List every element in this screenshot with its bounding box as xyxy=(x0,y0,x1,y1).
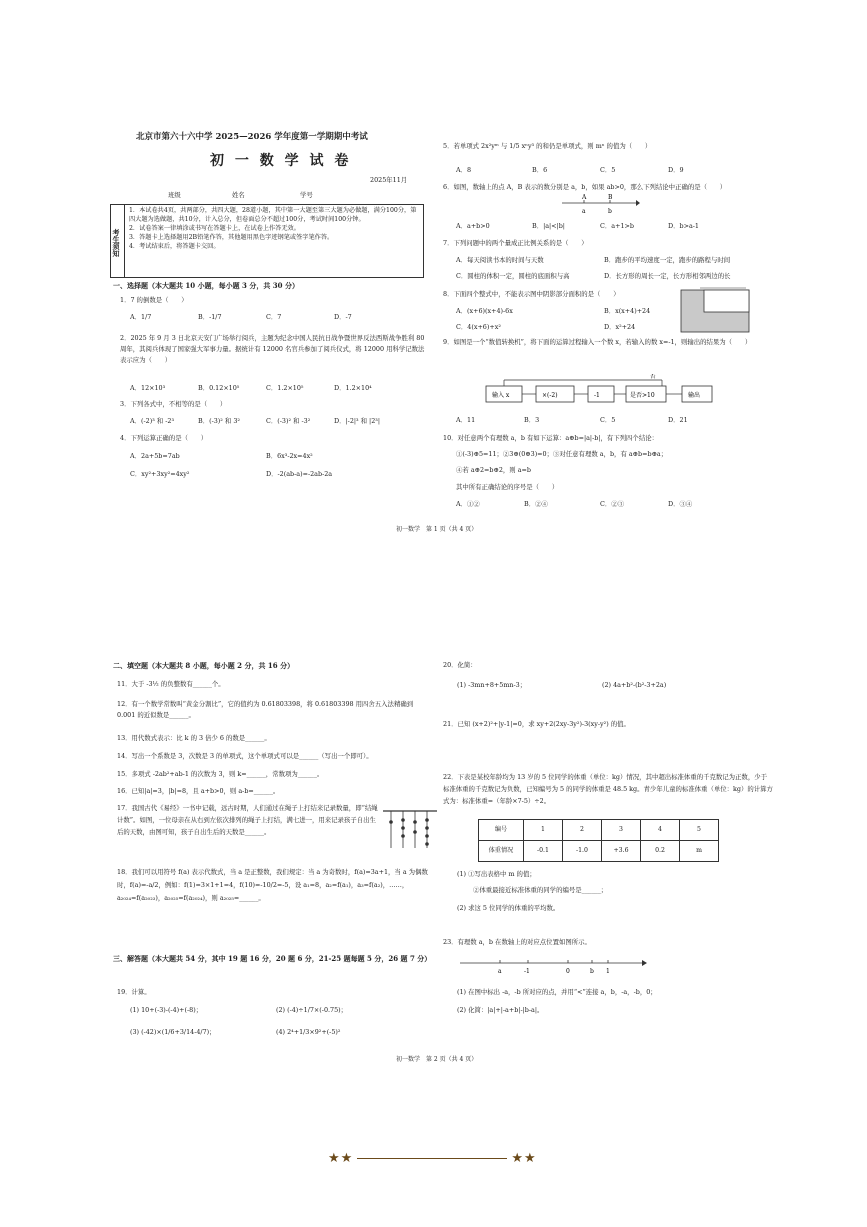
q10-tail: 其中所有正确结论的序号是（ ） xyxy=(456,483,559,491)
question-9: 9．如图是一个“数值转换机”，将下面的运算过程输入一个数 x，若输入的数 x=-1，则输出的结果为（ ） xyxy=(443,338,752,346)
q5-option-d: D．9 xyxy=(668,166,684,174)
q2-option-b: B．0.12×10⁵ xyxy=(198,384,240,392)
q6-option-b: B．|a|<|b| xyxy=(532,222,565,230)
q9-option-c: C．5 xyxy=(600,416,616,424)
question-6: 6．如图，数轴上的点 A，B 表示的数分别是 a，b，如果 ab>0，那么下列结论中正确的是（ ） xyxy=(443,183,727,191)
info-name: 姓名 xyxy=(232,191,245,199)
q7-option-c: C．圆柱的体积一定，圆柱的底面积与高 xyxy=(456,272,570,280)
q8-option-c: C．4(x+6)+x² xyxy=(456,323,501,331)
q9-option-a: A．11 xyxy=(456,416,476,424)
q3-option-a: A．(-2)³ 和 -2³ xyxy=(130,417,175,425)
question-23: 23．有理数 a，b 在数轴上的对应点位置如图所示。 xyxy=(443,938,591,946)
exam-title: 初 一 数 学 试 卷 xyxy=(210,153,352,169)
q2-option-c: C．1.2×10⁵ xyxy=(266,384,304,392)
q10-option-d: D．③④ xyxy=(668,500,693,508)
notice-body xyxy=(129,207,419,252)
q1-option-d: D．-7 xyxy=(334,313,352,321)
question-7: 7．下列问题中的两个量成正比例关系的是（ ） xyxy=(443,239,588,247)
star-icon: ★★ xyxy=(511,1151,537,1166)
q10-statement: ④若 a⊕2=b⊕2，则 a=b xyxy=(456,466,531,474)
q6-b-label: b xyxy=(608,208,612,215)
section1-title: 一、选择题（本大题共 10 小题，每小题 3 分，共 30 分） xyxy=(113,281,299,290)
q2-option-d: D．1.2×10⁴ xyxy=(334,384,372,392)
table-header-cell: 5 xyxy=(680,820,719,841)
section2-title: 二、填空题（本大题共 8 小题，每小题 2 分，共 16 分） xyxy=(113,661,295,670)
info-class: 班级 xyxy=(168,191,181,199)
notice-item: 1．本试卷共4页，共两部分，共四大题，28道小题，其中第一大题至第三大题为必做题，满分100分，第四大题为选做题，共10分，计入总分，但卷面总分不超过100分，考试时间100分钟。 xyxy=(129,207,417,223)
q3-option-b: B．(-3)² 和 3² xyxy=(198,417,240,425)
fill-item-15: 15．多项式 -2ab²+ab-1 的次数为 3，则 k=______，常数项为______。 xyxy=(117,770,324,778)
q6-option-c: C．a+1>b xyxy=(600,222,634,230)
table-row xyxy=(479,820,719,841)
axis-label-neg1: -1 xyxy=(524,968,530,975)
knot-rope-figure xyxy=(383,808,439,852)
q10-option-b: B．②④ xyxy=(524,500,548,508)
q8-option-a: A．(x+6)(x+4)-6x xyxy=(456,307,513,315)
q6-point-a-label: A xyxy=(582,194,587,201)
question-19: 19．计算。 xyxy=(117,988,151,996)
fill-item-16: 16．已知|a|=3，|b|=8，且 a+b>0，则 a-b=______。 xyxy=(117,787,280,795)
table-cell: m xyxy=(680,841,719,862)
q3-option-c: C．(-3)² 和 -3² xyxy=(266,417,311,425)
q5-option-c: C．5 xyxy=(600,166,616,174)
table-cell: 体重情况 xyxy=(479,841,524,862)
q4-option-a: A．2a+5b=7ab xyxy=(130,452,180,460)
table-cell: -1.0 xyxy=(563,841,602,862)
question-1: 1．7 的倒数是（ ） xyxy=(120,296,188,304)
q9-option-d: D．21 xyxy=(668,416,688,424)
axis-label-1: 1 xyxy=(606,968,610,975)
q4-option-c: C．xy²+3xy²=4xy² xyxy=(130,470,190,478)
section3-title: 三、解答题（本大题共 54 分，其中 19 题 16 分，20 题 6 分，21-25 题每题 5 分，26 题 7 分） xyxy=(113,954,432,963)
page2-footer: 初一数学 第 2 页（共 4 页） xyxy=(396,1056,478,1063)
weight-table xyxy=(478,819,719,862)
q8-option-b: B．x(x+4)+24 xyxy=(604,307,651,315)
q9-flow-diagram xyxy=(484,374,744,408)
divider-line xyxy=(357,1158,507,1159)
axis-label-b: b xyxy=(590,968,594,975)
notice-box xyxy=(110,204,424,278)
q4-option-b: B．6x³-2x=4x² xyxy=(266,452,313,460)
fill-item-18: 18．我们可以用符号 f(a) 表示代数式，当 a 是正整数，我们规定：当 a 为奇数时，f(a)=3a+1，当 a 为偶数时，f(a)=-a/2，例如：f(1)=3×1+1=4，f(10)=-10/2=-5，设 a₁=8，a₂=f(a₁)，a₃=f(a₂)，……，a₂₀₂₄=f(a₂₀₂₃)，a₂₀₂₅=f(a₂₀₂₄)，则 a₂₀₂₅=______。 xyxy=(117,868,428,902)
q7-option-a: A．每天阅读书本的时间与天数 xyxy=(456,256,544,264)
q1-option-b: B．-1/7 xyxy=(198,313,222,321)
q1-option-a: A．1/7 xyxy=(130,313,152,321)
q19-part-3: (3) (-42)×(1/6+3/14-4/7)； xyxy=(130,1028,216,1036)
q23-part-1: (1) 在图中标出 -a，-b 所对应的点，并用“<”连接 a，b，-a，-b，0； xyxy=(457,988,657,996)
q6-point-b-label: B xyxy=(608,194,613,201)
q6-a-label: a xyxy=(582,208,586,215)
table-header-cell: 1 xyxy=(524,820,563,841)
page1-footer: 初一数学 第 1 页（共 4 页） xyxy=(396,526,478,533)
q5-option-b: B．6 xyxy=(532,166,548,174)
table-header-cell: 2 xyxy=(563,820,602,841)
table-row xyxy=(479,841,719,862)
q22-part-1: (1) ①写出表格中 m 的值； xyxy=(457,870,536,878)
q9-compare-box: 是否>10 xyxy=(630,392,655,399)
q20-part-2: (2) 4a+b²-(b²-3+2a) xyxy=(602,681,667,689)
table-cell: -0.1 xyxy=(524,841,563,862)
q6-option-a: A．a+b>0 xyxy=(456,222,490,230)
q9-minus-box: -1 xyxy=(594,392,600,399)
q19-part-4: (4) 2⁴+1/3×9²+(-5)² xyxy=(276,1028,341,1036)
question-21: 21．已知 (x+2)²+|y-1|=0，求 xy+2(2xy-3y²)-3(xy-y²) 的值。 xyxy=(443,720,630,728)
fill-item-11: 11．大于 -3½ 的负整数有______个。 xyxy=(117,680,225,688)
question-20: 20．化简： xyxy=(443,661,477,669)
q9-option-b: B．3 xyxy=(524,416,540,424)
q6-option-d: D．b>a-1 xyxy=(668,222,699,230)
q3-option-d: D．|-2|³ 和 |2³| xyxy=(334,417,380,425)
question-5: 5．若单项式 2x²yᵐ 与 1/5 xⁿy³ 的和仍是单项式，则 mⁿ 的值为（ ） xyxy=(443,142,652,150)
info-id: 学号 xyxy=(300,191,313,199)
q9-no-label: 否 xyxy=(650,374,656,380)
q10-option-a: A．①② xyxy=(456,500,480,508)
q2-option-a: A．12×10³ xyxy=(130,384,166,392)
decorative-divider xyxy=(328,1150,537,1168)
q10-option-c: C．②③ xyxy=(600,500,625,508)
notice-item: 3．答题卡上选择题用2B铅笔作答，其他题用黑色字迹钢笔或签字笔作答。 xyxy=(129,233,334,241)
school-title: 北京市第六十六中学 2025—2026 学年度第一学期期中考试 xyxy=(136,132,368,142)
fill-item-13: 13．用代数式表示：比 k 的 3 倍少 6 的数是______。 xyxy=(117,734,271,742)
q8-shaded-figure xyxy=(680,286,752,334)
q22-part-2: (2) 求这 5 位同学的体重的平均数。 xyxy=(457,904,560,912)
q1-option-c: C．7 xyxy=(266,313,282,321)
q10-statement: ①(-3)⊕5=11；②3⊕(0⊕3)=0；③对任意有理数 a，b，有 a⊕b=b⊕a； xyxy=(456,450,668,458)
q22-part-1b: ②体重最接近标准体重的同学的编号是______； xyxy=(473,886,608,894)
table-cell: 0.2 xyxy=(641,841,680,862)
table-header-cell: 3 xyxy=(602,820,641,841)
q7-option-b: B．跑步的平均速度一定，跑步的路程与时间 xyxy=(604,256,731,264)
notice-label: 考生须知 xyxy=(111,205,125,277)
question-4: 4．下列运算正确的是（ ） xyxy=(120,434,208,442)
q19-part-2: (2) (-4)÷1/7×(-0.75)； xyxy=(276,1006,348,1014)
q4-option-d: D．-2(ab-a)=-2ab-2a xyxy=(266,470,333,478)
q23-number-line xyxy=(458,955,648,979)
q20-part-1: (1) -3mn+8+5mn-3； xyxy=(457,681,527,689)
q9-input-box: 输入 x xyxy=(492,392,510,399)
q5-option-a: A．8 xyxy=(456,166,472,174)
question-2: 2．2025 年 9 月 3 日北京天安门广场举行阅兵，主题为纪念中国人民抗日战争暨世界反法西斯战争胜利 80 周年，其阅兵体现了国家强大军事力量。据统计有 12000 名官兵参加了阅兵仪式，将 12000 用科学记数法表示应为（ ） xyxy=(120,334,425,365)
question-10: 10．对任意两个有理数 a，b 有如下运算：a⊕b=|a|-b|，有下列四个结论： xyxy=(443,434,658,442)
star-icon: ★★ xyxy=(328,1151,354,1166)
table-cell: +3.6 xyxy=(602,841,641,862)
q9-multiply-box: ×(-2) xyxy=(542,392,558,399)
q9-output-box: 输出 xyxy=(688,392,701,399)
table-header-cell: 4 xyxy=(641,820,680,841)
fill-item-17: 17．我国古代《易经》一书中记载，远古时期，人们通过在绳子上打结来记录数量，即“结绳计数”。如图，一位母亲在从右到左依次排列的绳子上打结，满七进一，用来记录孩子自出生后的天数，由图可知，孩子自出生后的天数是______。 xyxy=(117,804,378,836)
exam-date: 2025年11月 xyxy=(370,176,408,184)
q6-number-line xyxy=(560,193,640,217)
axis-label-0: 0 xyxy=(566,968,570,975)
table-header-cell: 编号 xyxy=(479,820,524,841)
notice-item: 2．试卷答案一律填涂或书写在答题卡上，在试卷上作答无效。 xyxy=(129,224,300,232)
q7-option-d: D．长方形的周长一定，长方形相邻两边的长 xyxy=(604,272,731,280)
q19-part-1: (1) 10+(-3)-(-4)+(-8)； xyxy=(130,1006,203,1014)
fill-item-12: 12．有一个数学常数叫“黄金分割比”，它的值约为 0.61803398，将 0.61803398 用四舍五入法精确到 0.001 的近似数是______。 xyxy=(117,700,414,719)
notice-item: 4．考试结束后，将答题卡交回。 xyxy=(129,242,220,250)
q23-part-2: (2) 化简：|a|+|-a+b|-|b-a|。 xyxy=(457,1006,544,1014)
question-22: 22．下表是某校年龄均为 13 岁的 5 位同学的体重（单位：kg）情况，其中超出标准体重的千克数记为正数，少于标准体重的千克数记为负数，已知编号为 5 的同学的体重是 48.5 kg。青少年儿童的标准体重（单位：kg）的计算方式为：标准体重=（年龄×7-5）÷2。 xyxy=(443,773,773,805)
fill-item-14: 14．写出一个系数是 3，次数是 3 的单项式，这个单项式可以是______（写出一个即可）。 xyxy=(117,752,373,760)
q8-option-d: D．x²+24 xyxy=(604,323,636,331)
question-8: 8．下面四个整式中，不能表示图中阴影部分面积的是（ ） xyxy=(443,290,620,298)
axis-label-a: a xyxy=(498,968,502,975)
question-3: 3．下列各式中，不相等的是（ ） xyxy=(120,400,227,408)
